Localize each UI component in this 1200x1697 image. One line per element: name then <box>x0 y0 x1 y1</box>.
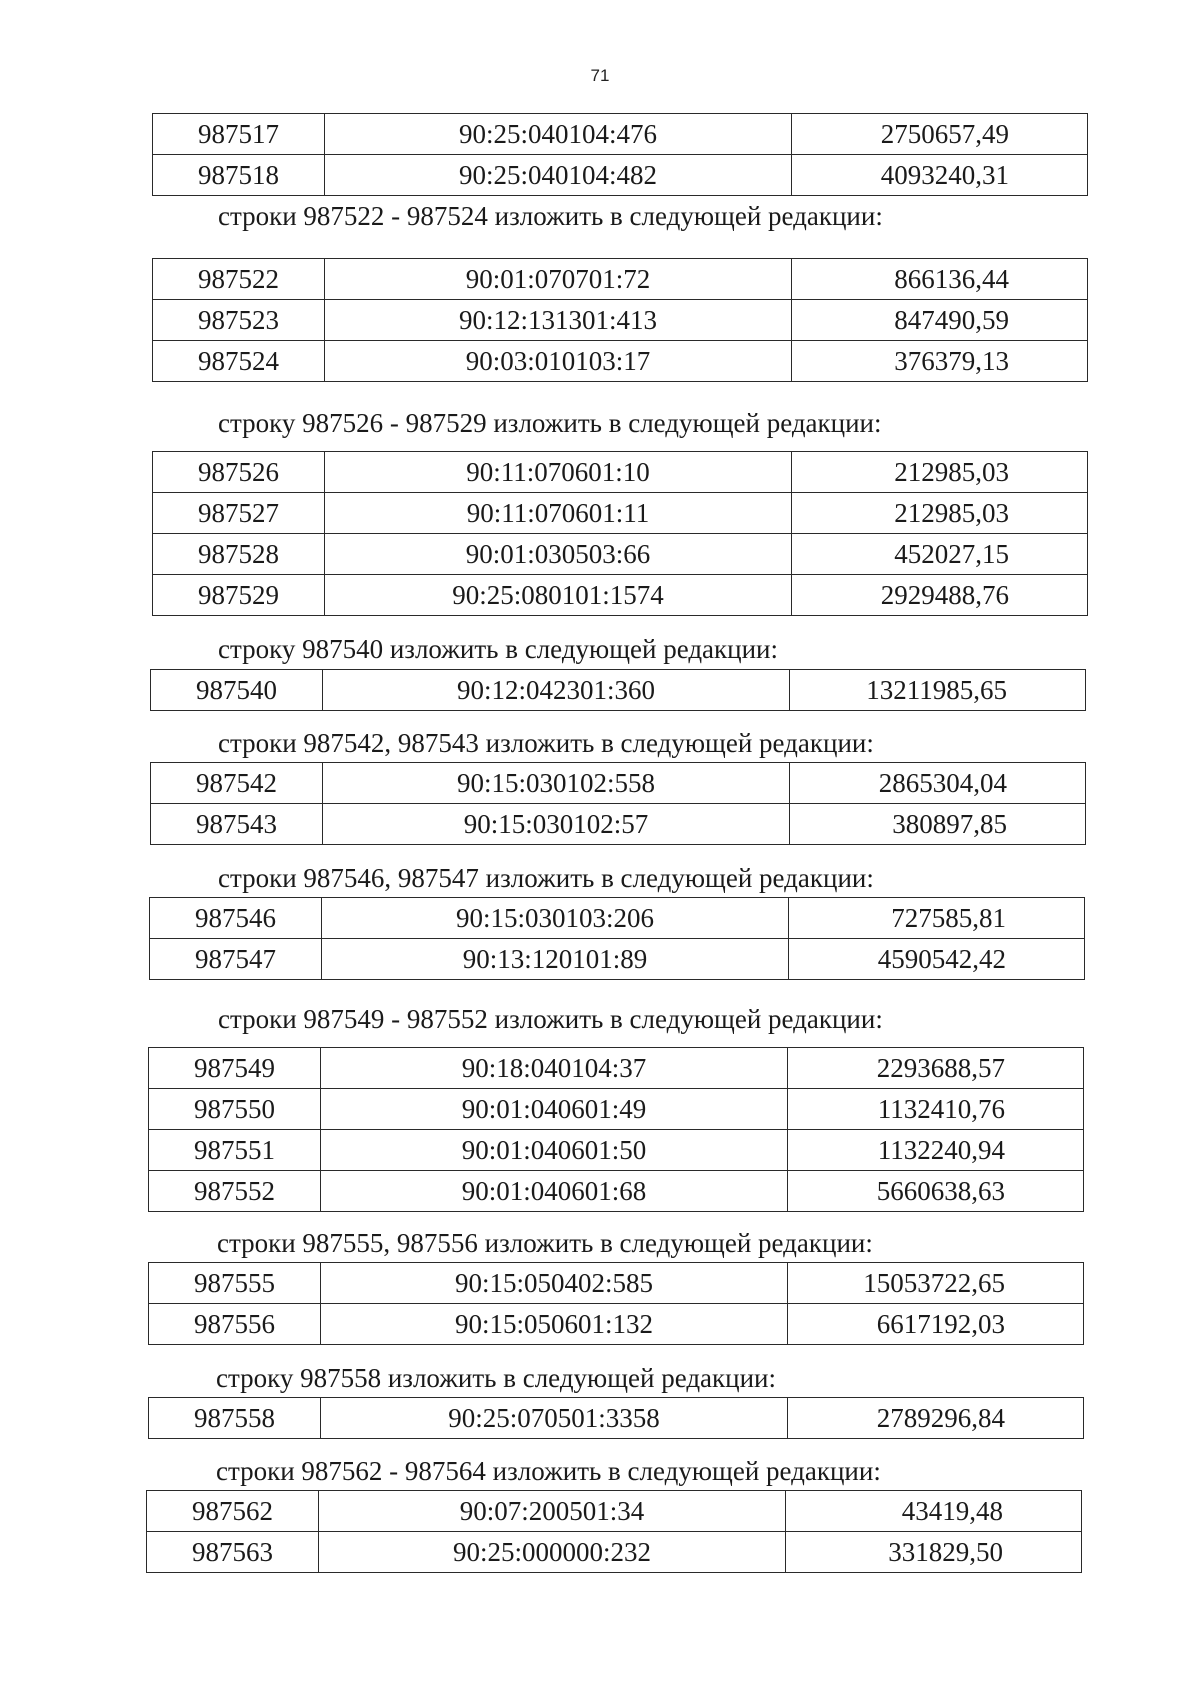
section-instruction: строку 987526 - 987529 изложить в следующей редакции: <box>218 408 882 438</box>
table-row <box>151 763 1086 804</box>
value-cell: 2865304,04 <box>790 763 1086 804</box>
data-table <box>148 1047 1084 1212</box>
row-id-cell: 987558 <box>149 1398 321 1439</box>
table-row <box>153 114 1088 155</box>
row-id-cell: 987547 <box>150 939 322 980</box>
data-table <box>146 1490 1082 1573</box>
table-row <box>153 155 1088 196</box>
data-table <box>152 113 1088 196</box>
data-table <box>150 669 1086 711</box>
section-instruction: строки 987542, 987543 изложить в следующей редакции: <box>218 728 874 758</box>
table-row <box>149 1304 1084 1345</box>
row-id-cell: 987563 <box>147 1532 319 1573</box>
row-id-cell: 987550 <box>149 1089 321 1130</box>
table-row <box>153 452 1088 493</box>
value-cell: 2750657,49 <box>792 114 1088 155</box>
row-id-cell: 987523 <box>153 300 325 341</box>
cadastral-number-cell: 90:01:040601:68 <box>321 1171 788 1212</box>
cadastral-number-cell: 90:25:000000:232 <box>319 1532 786 1573</box>
table-row <box>151 670 1086 711</box>
data-table <box>152 258 1088 382</box>
row-id-cell: 987522 <box>153 259 325 300</box>
section-instruction: строку 987558 изложить в следующей редакции: <box>216 1363 777 1393</box>
value-cell: 2293688,57 <box>788 1048 1084 1089</box>
row-id-cell: 987517 <box>153 114 325 155</box>
table-row <box>149 1089 1084 1130</box>
cadastral-number-cell: 90:15:030102:558 <box>323 763 790 804</box>
row-id-cell: 987562 <box>147 1491 319 1532</box>
cadastral-number-cell: 90:11:070601:10 <box>325 452 792 493</box>
cadastral-number-cell: 90:15:030103:206 <box>322 898 789 939</box>
row-id-cell: 987518 <box>153 155 325 196</box>
cadastral-number-cell: 90:01:030503:66 <box>325 534 792 575</box>
row-id-cell: 987540 <box>151 670 323 711</box>
table-row <box>153 259 1088 300</box>
value-cell: 1132410,76 <box>788 1089 1084 1130</box>
section-instruction: строки 987562 - 987564 изложить в следующей редакции: <box>216 1456 881 1486</box>
value-cell: 13211985,65 <box>790 670 1086 711</box>
cadastral-number-cell: 90:15:030102:57 <box>323 804 790 845</box>
value-cell: 331829,50 <box>786 1532 1082 1573</box>
cadastral-number-cell: 90:07:200501:34 <box>319 1491 786 1532</box>
value-cell: 866136,44 <box>792 259 1088 300</box>
value-cell: 212985,03 <box>792 452 1088 493</box>
row-id-cell: 987528 <box>153 534 325 575</box>
row-id-cell: 987551 <box>149 1130 321 1171</box>
section-instruction: строки 987549 - 987552 изложить в следующей редакции: <box>218 1004 883 1034</box>
value-cell: 6617192,03 <box>788 1304 1084 1345</box>
table-row <box>153 300 1088 341</box>
row-id-cell: 987527 <box>153 493 325 534</box>
table-row <box>149 1263 1084 1304</box>
row-id-cell: 987524 <box>153 341 325 382</box>
cadastral-number-cell: 90:15:050402:585 <box>321 1263 788 1304</box>
table-row <box>153 341 1088 382</box>
row-id-cell: 987546 <box>150 898 322 939</box>
table-row <box>153 575 1088 616</box>
row-id-cell: 987542 <box>151 763 323 804</box>
cadastral-number-cell: 90:18:040104:37 <box>321 1048 788 1089</box>
cadastral-number-cell: 90:15:050601:132 <box>321 1304 788 1345</box>
value-cell: 1132240,94 <box>788 1130 1084 1171</box>
value-cell: 4093240,31 <box>792 155 1088 196</box>
row-id-cell: 987552 <box>149 1171 321 1212</box>
table-row <box>147 1532 1082 1573</box>
cadastral-number-cell: 90:25:040104:476 <box>325 114 792 155</box>
section-instruction: строки 987555, 987556 изложить в следующей редакции: <box>217 1228 873 1258</box>
data-table <box>149 897 1085 980</box>
table-row <box>149 1171 1084 1212</box>
page-number: 71 <box>590 66 610 85</box>
table-row <box>150 939 1085 980</box>
cadastral-number-cell: 90:12:042301:360 <box>323 670 790 711</box>
value-cell: 376379,13 <box>792 341 1088 382</box>
value-cell: 5660638,63 <box>788 1171 1084 1212</box>
value-cell: 847490,59 <box>792 300 1088 341</box>
data-table <box>150 762 1086 845</box>
table-row <box>149 1130 1084 1171</box>
cadastral-number-cell: 90:25:070501:3358 <box>321 1398 788 1439</box>
data-table <box>148 1262 1084 1345</box>
cadastral-number-cell: 90:25:040104:482 <box>325 155 792 196</box>
cadastral-number-cell: 90:01:040601:49 <box>321 1089 788 1130</box>
cadastral-number-cell: 90:12:131301:413 <box>325 300 792 341</box>
cadastral-number-cell: 90:11:070601:11 <box>325 493 792 534</box>
value-cell: 452027,15 <box>792 534 1088 575</box>
table-row <box>149 1048 1084 1089</box>
value-cell: 380897,85 <box>790 804 1086 845</box>
row-id-cell: 987556 <box>149 1304 321 1345</box>
row-id-cell: 987555 <box>149 1263 321 1304</box>
value-cell: 212985,03 <box>792 493 1088 534</box>
row-id-cell: 987543 <box>151 804 323 845</box>
table-row <box>153 493 1088 534</box>
value-cell: 4590542,42 <box>789 939 1085 980</box>
table-row <box>147 1491 1082 1532</box>
section-instruction: строку 987540 изложить в следующей редакции: <box>218 634 779 664</box>
section-instruction: строки 987522 - 987524 изложить в следующей редакции: <box>218 201 883 231</box>
value-cell: 727585,81 <box>789 898 1085 939</box>
cadastral-number-cell: 90:01:070701:72 <box>325 259 792 300</box>
value-cell: 2789296,84 <box>788 1398 1084 1439</box>
row-id-cell: 987549 <box>149 1048 321 1089</box>
table-row <box>151 804 1086 845</box>
row-id-cell: 987526 <box>153 452 325 493</box>
cadastral-number-cell: 90:25:080101:1574 <box>325 575 792 616</box>
data-table <box>148 1397 1084 1439</box>
table-row <box>149 1398 1084 1439</box>
row-id-cell: 987529 <box>153 575 325 616</box>
cadastral-number-cell: 90:01:040601:50 <box>321 1130 788 1171</box>
value-cell: 2929488,76 <box>792 575 1088 616</box>
cadastral-number-cell: 90:13:120101:89 <box>322 939 789 980</box>
section-instruction: строки 987546, 987547 изложить в следующей редакции: <box>218 863 874 893</box>
table-row <box>153 534 1088 575</box>
cadastral-number-cell: 90:03:010103:17 <box>325 341 792 382</box>
data-table <box>152 451 1088 616</box>
table-row <box>150 898 1085 939</box>
value-cell: 15053722,65 <box>788 1263 1084 1304</box>
value-cell: 43419,48 <box>786 1491 1082 1532</box>
